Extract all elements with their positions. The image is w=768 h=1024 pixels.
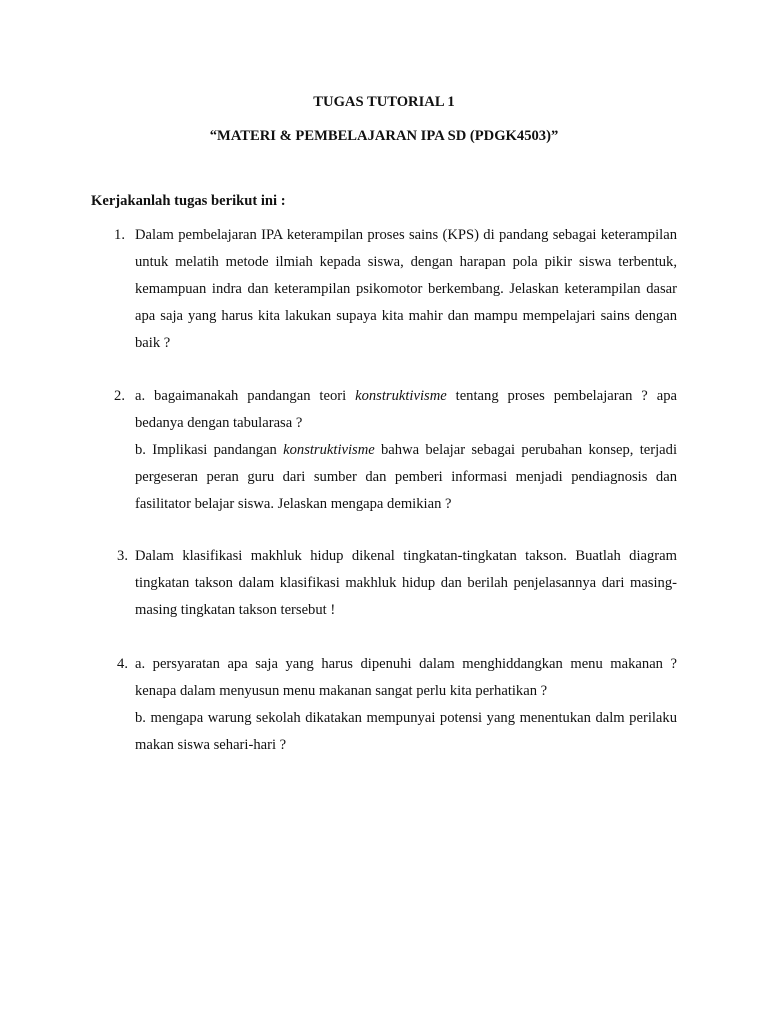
- question-2-part-b-term: konstruktivisme: [283, 442, 375, 458]
- question-3-body: [135, 543, 677, 624]
- question-4-body: [135, 651, 677, 759]
- question-4-number: 4.: [117, 656, 128, 672]
- question-2-part-a: [135, 383, 677, 437]
- question-2-part-a-post: tentang proses pembelajaran ? apa bedanya dengan tabularasa ?: [135, 388, 677, 431]
- question-4-part-a: a. persyaratan apa saja yang harus dipenuhi dalam menghiddangkan menu makanan ? kenapa dalam menyusun menu makanan sangat perlu kita perhatikan ?: [135, 656, 677, 699]
- question-2-part-b-pre: b. Implikasi pandangan: [135, 442, 284, 458]
- question-3-text: Dalam klasifikasi makhluk hidup dikenal tingkatan-tingkatan takson. Buatlah diagram tingkatan takson dalam klasifikasi makhluk hidup dan berilah penjelasannya dari masing-masing tingkatan takson tersebut !: [135, 548, 677, 618]
- page-title: TUGAS TUTORIAL 1: [313, 94, 455, 110]
- instruction-text: Kerjakanlah tugas berikut ini :: [91, 193, 286, 209]
- question-1-text: Dalam pembelajaran IPA keterampilan proses sains (KPS) di pandang sebagai keterampilan untuk melatih metode ilmiah kepada siswa, dengan harapan pola pikir siswa terbentuk, kemampuan indra dan keterampilan psikomotor berkembang. Jelaskan keterampilan dasar apa saja yang harus kita lakukan supaya kita mahir dan mampu mempelajari sains dengan baik ?: [135, 227, 677, 351]
- question-2-body: [135, 383, 677, 518]
- question-2-part-a-term: konstruktivisme: [355, 388, 447, 404]
- question-3-number: 3.: [117, 548, 128, 564]
- question-2-part-b: [135, 437, 677, 518]
- question-4-part-b: b. mengapa warung sekolah dikatakan mempunyai potensi yang menentukan dalm perilaku makan siswa sehari-hari ?: [135, 710, 677, 753]
- page-subtitle: “MATERI & PEMBELAJARAN IPA SD (PDGK4503)”: [209, 128, 559, 144]
- question-2-part-b-post: bahwa belajar sebagai perubahan konsep, terjadi pergeseran peran guru dari sumber dan pemberi informasi menjadi pendiagnosis dan fasilitator belajar siswa. Jelaskan mengapa demikian ?: [135, 442, 677, 512]
- question-1-body: [135, 222, 677, 357]
- question-2-number: 2.: [114, 388, 125, 404]
- question-1-number: 1.: [114, 227, 125, 243]
- question-2-part-a-pre: a. bagaimanakah pandangan teori: [135, 388, 356, 404]
